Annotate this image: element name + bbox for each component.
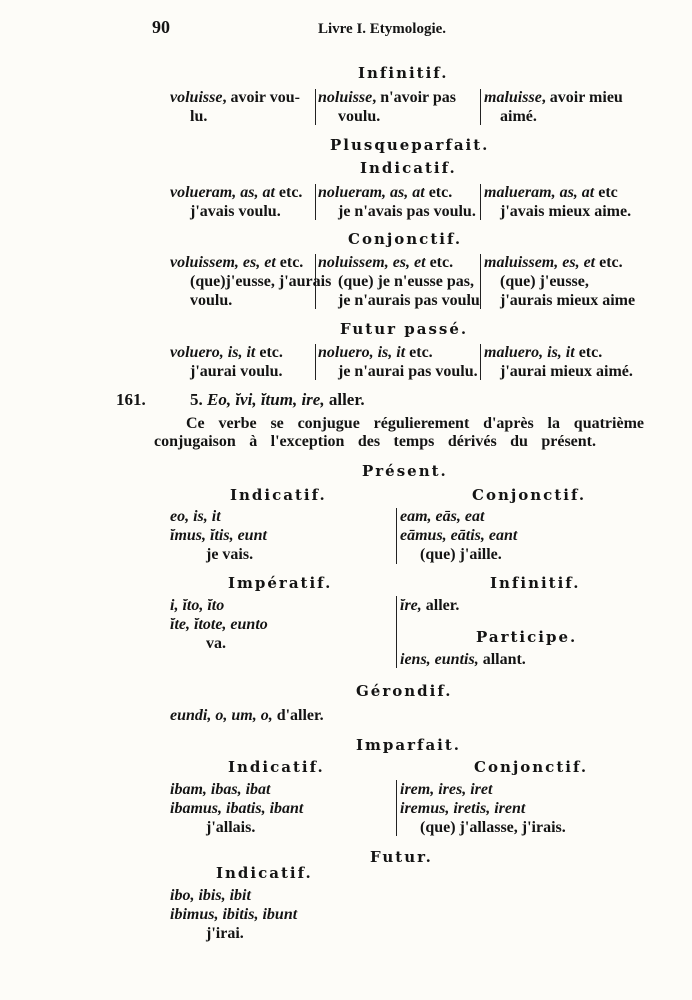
gerondif-forms: eundi, o, um, o,	[170, 707, 273, 724]
latin-form: noluero, is, it	[318, 344, 406, 361]
latin-form: volueram, as, at	[170, 184, 275, 201]
participe-meaning: allant.	[482, 651, 526, 668]
conjugation-line	[484, 202, 631, 221]
heading-infinitif: Infinitif.	[490, 574, 581, 592]
conjugation-column	[318, 253, 480, 310]
conjugation-line	[170, 202, 302, 221]
conjugation-line	[170, 253, 331, 272]
translation: je vais.	[206, 546, 254, 563]
french-text: etc.	[274, 184, 303, 201]
imperatif-forms	[170, 596, 268, 653]
translation: j'irai.	[206, 925, 244, 942]
section-title	[190, 390, 365, 409]
conjugation-column	[170, 88, 300, 126]
conjugation-line	[484, 107, 623, 126]
form-line: ibimus, ibitis, ibunt	[170, 906, 298, 923]
conjugation-line	[170, 272, 331, 291]
latin-form: noluisse	[318, 89, 373, 106]
form-line: iremus, iretis, irent	[400, 800, 526, 817]
present-conjonctif-forms	[400, 507, 517, 564]
conjugation-column	[170, 183, 302, 221]
french-text: (que) je n'eusse pas,	[338, 273, 475, 290]
french-text: etc.	[275, 254, 304, 271]
latin-form: voluisse	[170, 89, 223, 106]
french-text: aimé.	[500, 108, 537, 125]
french-text: voulu.	[338, 108, 381, 125]
latin-form: maluisse	[484, 89, 542, 106]
column-divider	[480, 184, 481, 220]
french-text: je n'aurai pas voulu.	[338, 363, 478, 380]
conjugation-column	[484, 253, 635, 310]
form-line: eam, eās, eat	[400, 508, 485, 525]
heading-futur-indicatif: Indicatif.	[216, 864, 313, 882]
section-intro-line2: conjugaison à l'exception des temps dérivés du présent.	[154, 433, 596, 450]
conjugation-line	[318, 202, 476, 221]
conjugation-line	[484, 272, 635, 291]
section-title-forms: Eo, ĭvi, ĭtum, ire,	[207, 390, 325, 409]
form-line: ĭmus, ĭtis, eunt	[170, 527, 267, 544]
conjugation-line	[170, 183, 302, 202]
french-text: voulu.	[190, 292, 233, 309]
french-text: j'avais voulu.	[190, 203, 281, 220]
section-number: 161.	[116, 390, 146, 409]
section-intro-line1: Ce verbe se conjugue régulierement d'après la quatrième	[186, 415, 644, 432]
column-divider	[396, 596, 397, 668]
column-divider	[480, 344, 481, 380]
infinitif-meaning: aller.	[425, 597, 460, 614]
futur-indicatif-forms	[170, 886, 297, 943]
column-divider	[396, 780, 397, 836]
latin-form: maluero, is, it	[484, 344, 575, 361]
heading-futur: Futur.	[370, 848, 433, 866]
form-line: ibamus, ibatis, ibant	[170, 800, 304, 817]
form-line: ibo, ibis, ibit	[170, 887, 251, 904]
french-text: j'aurais mieux aime	[500, 292, 636, 309]
heading-imperatif: Impératif.	[228, 574, 333, 592]
heading-present: Présent.	[362, 462, 448, 480]
column-divider	[396, 508, 397, 564]
infinitif-row	[400, 596, 459, 615]
column-divider	[480, 254, 481, 309]
conjugation-line	[318, 183, 476, 202]
french-text: etc	[594, 184, 618, 201]
conjugation-column	[484, 343, 633, 381]
conjugation-line	[170, 88, 300, 107]
french-text: , avoir vou-	[222, 89, 300, 106]
conjugation-line	[318, 362, 478, 381]
participe-form: iens, euntis,	[400, 651, 479, 668]
conjugation-line	[318, 291, 480, 310]
conjugation-line	[318, 253, 480, 272]
conjugation-column	[318, 343, 478, 381]
heading-plusqueparfait: Plusqueparfait.	[330, 136, 490, 154]
heading-futur-passe: Futur passé.	[340, 320, 469, 338]
section-title-meaning: aller.	[328, 390, 365, 409]
heading-imparfait-indicatif: Indicatif.	[228, 758, 325, 776]
french-text: je n'aurais pas voulu	[338, 292, 480, 309]
french-text: etc.	[595, 254, 623, 271]
latin-form: malueram, as, at	[484, 184, 595, 201]
conjugation-line	[484, 362, 633, 381]
conjugation-line	[318, 88, 456, 107]
heading-plusqueparfait-indicatif: Indicatif.	[360, 159, 457, 177]
infinitif-form: ĭre,	[400, 597, 422, 614]
conjugation-line	[170, 362, 283, 381]
conjugation-column	[318, 183, 476, 221]
imparfait-conjonctif-forms	[400, 780, 566, 837]
translation: (que) j'allasse, j'irais.	[420, 819, 566, 836]
form-line: i, ĭto, ĭto	[170, 597, 225, 614]
french-text: lu.	[190, 108, 208, 125]
french-text: je n'avais pas voulu.	[338, 203, 476, 220]
french-text: (que) j'eusse,	[500, 273, 589, 290]
conjugation-line	[170, 343, 283, 362]
heading-gerondif: Gérondif.	[356, 682, 453, 700]
heading-infinitif-top: Infinitif.	[358, 64, 449, 82]
form-line: ĭte, ĭtote, eunto	[170, 616, 268, 633]
column-divider	[315, 184, 316, 220]
imparfait-indicatif-forms	[170, 780, 303, 837]
running-title: Livre I. Etymologie.	[318, 21, 447, 37]
latin-form: maluissem, es, et	[484, 254, 596, 271]
french-text: j'aurai voulu.	[190, 363, 283, 380]
french-text: etc.	[424, 184, 453, 201]
translation: j'allais.	[206, 819, 256, 836]
conjugation-line	[318, 107, 456, 126]
conjugation-column	[318, 88, 456, 126]
conjugation-line	[484, 343, 633, 362]
present-indicatif-forms	[170, 507, 267, 564]
french-text: , n'avoir pas	[372, 89, 456, 106]
conjugation-line	[484, 291, 635, 310]
form-line: eo, is, it	[170, 508, 221, 525]
conjugation-column	[170, 343, 283, 381]
french-text: , avoir mieu	[541, 89, 623, 106]
gerondif-meaning: d'aller.	[276, 707, 324, 724]
conjugation-line	[170, 291, 331, 310]
column-divider	[315, 344, 316, 380]
form-line: irem, ires, iret	[400, 781, 493, 798]
conjugation-line	[318, 343, 478, 362]
gerondif-row	[170, 706, 324, 725]
heading-present-indicatif: Indicatif.	[230, 486, 327, 504]
heading-imparfait-conjonctif: Conjonctif.	[474, 758, 589, 776]
heading-participe: Participe.	[476, 628, 578, 646]
conjugation-line	[318, 272, 480, 291]
conjugation-line	[484, 183, 631, 202]
french-text: etc.	[425, 254, 454, 271]
french-text: etc.	[255, 344, 283, 361]
participe-row	[400, 650, 526, 669]
translation: va.	[206, 635, 226, 652]
french-text: etc.	[574, 344, 603, 361]
conjugation-column	[170, 253, 331, 310]
heading-present-conjonctif: Conjonctif.	[472, 486, 587, 504]
heading-plusqueparfait-conjonctif: Conjonctif.	[348, 230, 463, 248]
french-text: etc.	[405, 344, 433, 361]
section-title-number: 5.	[190, 390, 203, 409]
column-divider	[315, 89, 316, 125]
translation: (que) j'aille.	[420, 546, 502, 563]
latin-form: voluero, is, it	[170, 344, 256, 361]
conjugation-column	[484, 183, 631, 221]
heading-imparfait: Imparfait.	[356, 736, 462, 754]
latin-form: voluissem, es, et	[170, 254, 276, 271]
page-number: 90	[152, 17, 170, 37]
french-text: j'aurai mieux aimé.	[500, 363, 633, 380]
form-line: eāmus, eātis, eant	[400, 527, 518, 544]
latin-form: nolueram, as, at	[318, 184, 425, 201]
conjugation-line	[170, 107, 300, 126]
french-text: j'avais mieux aime.	[500, 203, 632, 220]
french-text: (que)j'eusse, j'aurais	[190, 273, 332, 290]
conjugation-line	[484, 88, 623, 107]
form-line: ibam, ibas, ibat	[170, 781, 271, 798]
conjugation-line	[484, 253, 635, 272]
column-divider	[480, 89, 481, 125]
conjugation-column	[484, 88, 623, 126]
latin-form: noluissem, es, et	[318, 254, 426, 271]
